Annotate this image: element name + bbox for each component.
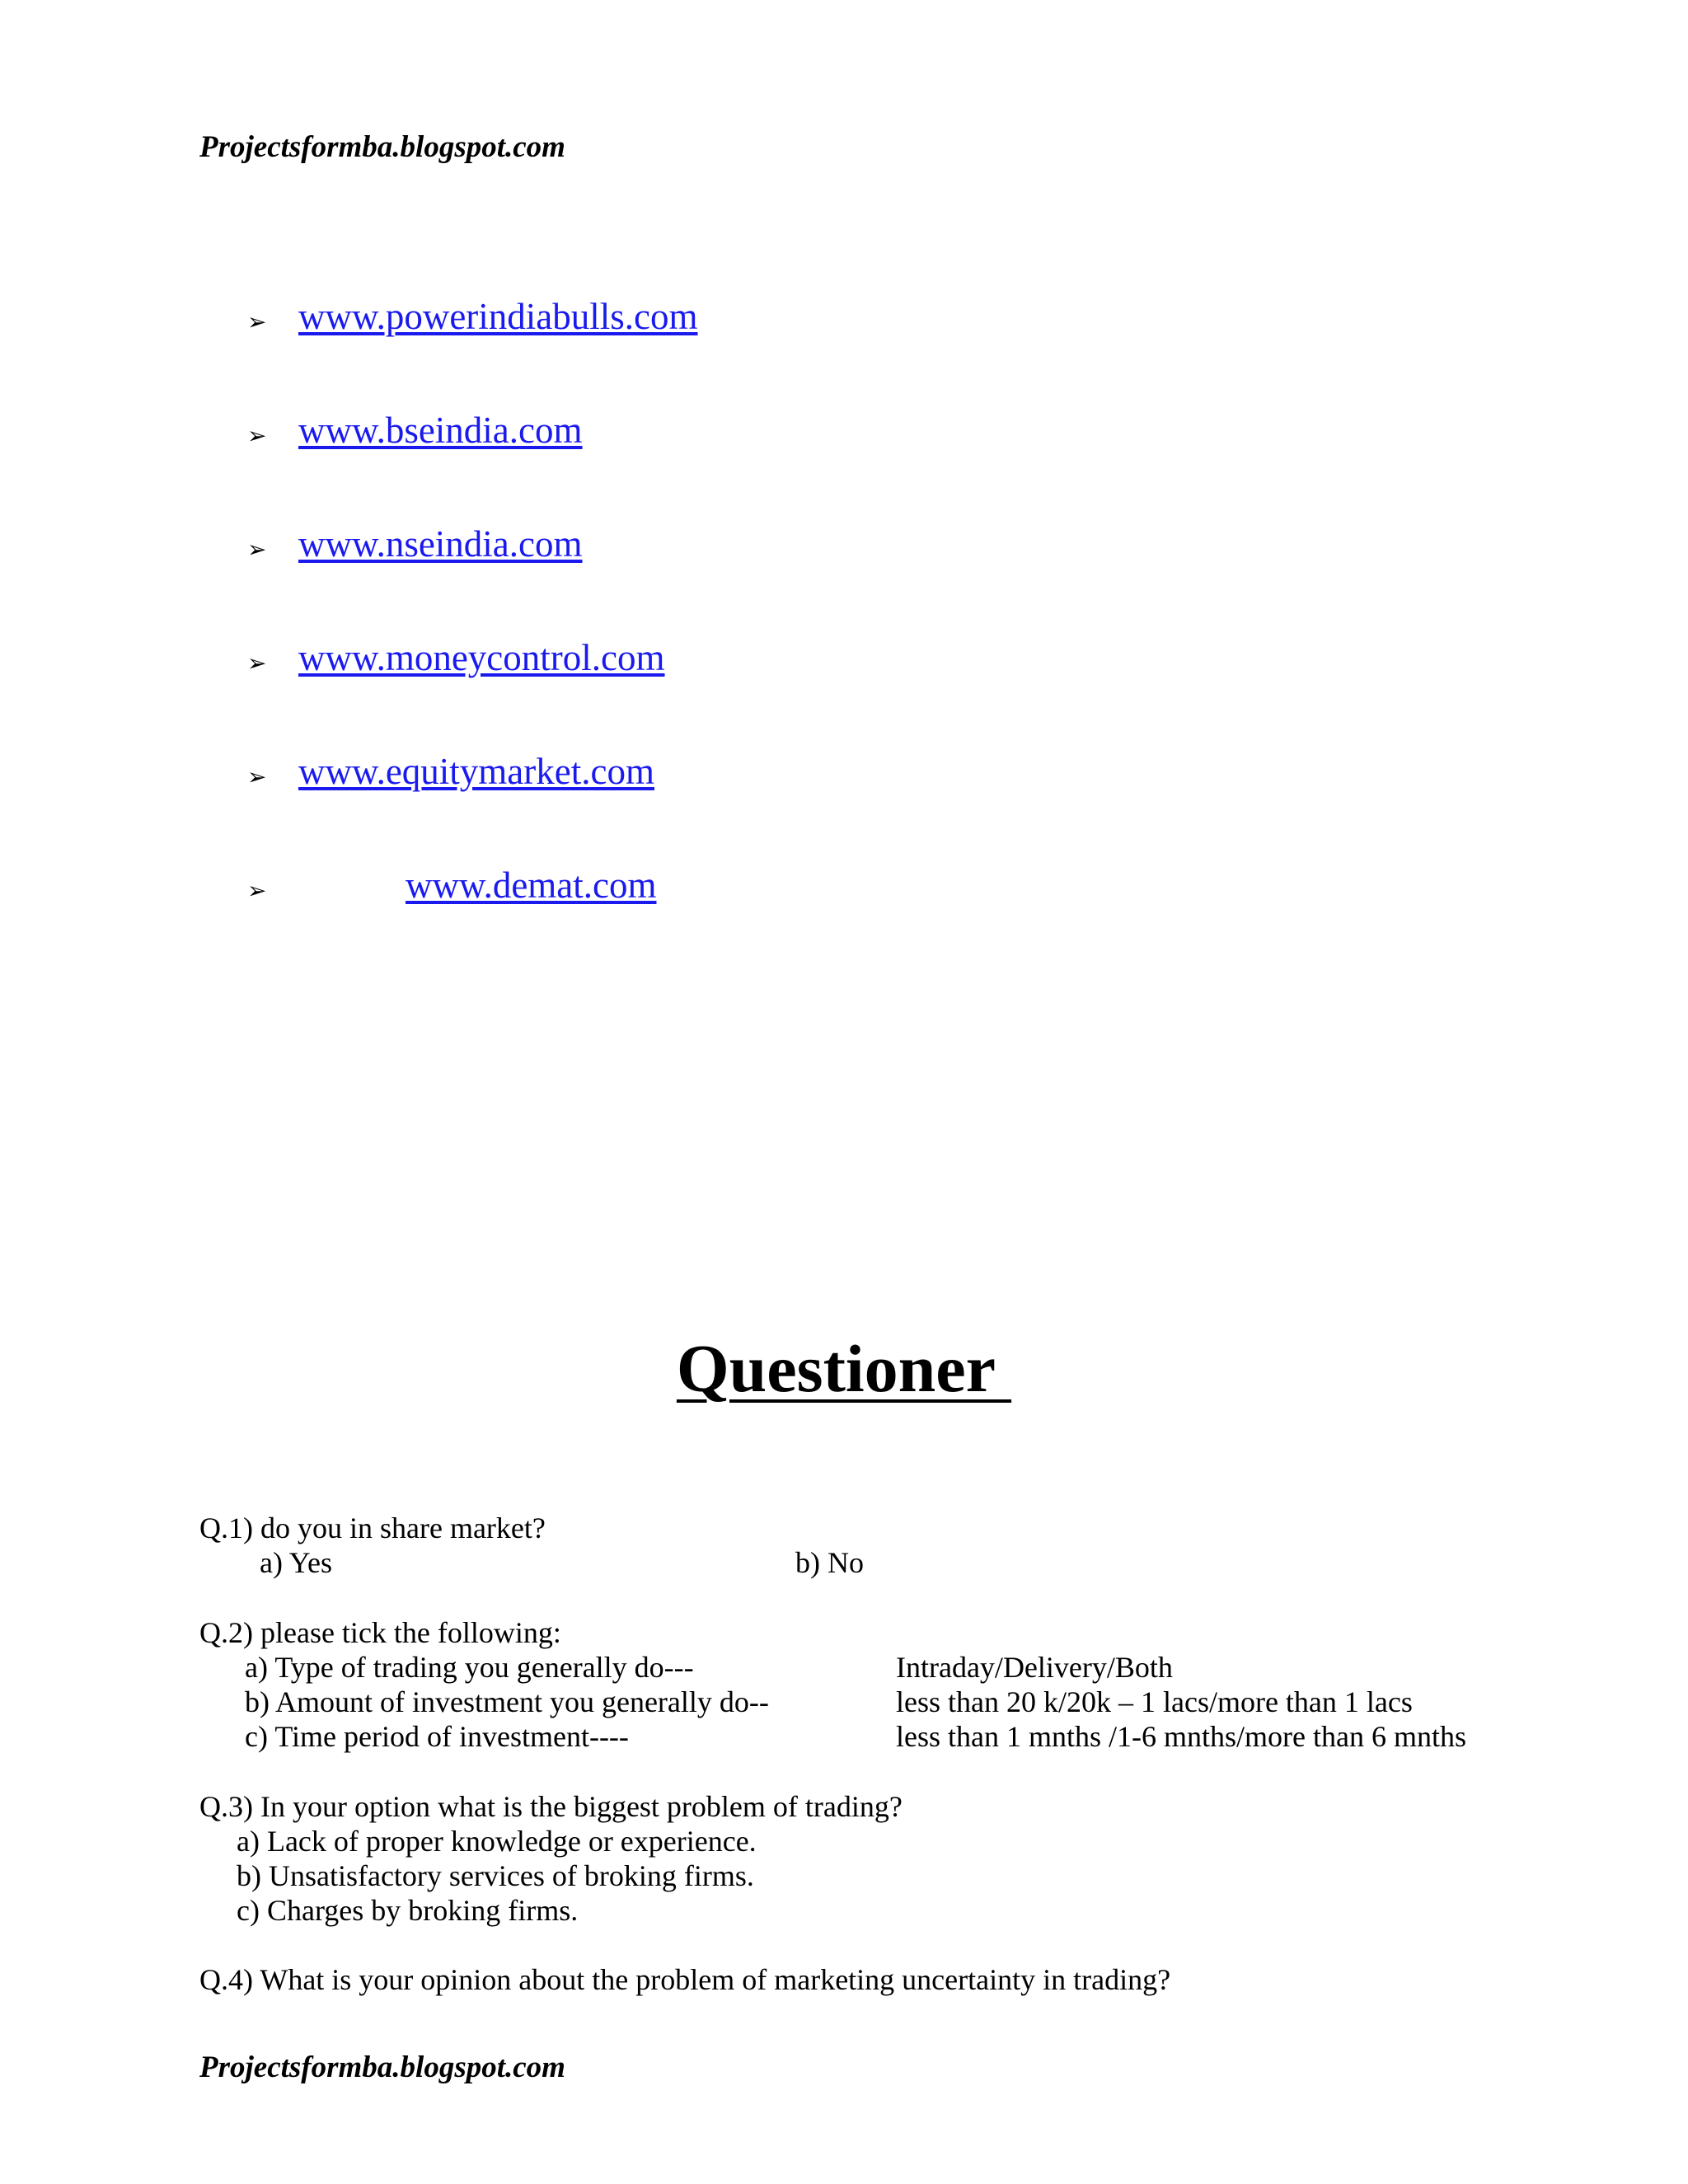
arrowhead-bullet-icon: ➢ <box>247 765 267 790</box>
arrowhead-bullet-icon: ➢ <box>247 879 267 904</box>
list-item <box>247 410 698 524</box>
answer-option: a) Lack of proper knowledge or experience. <box>237 1825 757 1858</box>
list-item <box>247 752 698 865</box>
link-demat[interactable]: www.demat.com <box>406 865 657 906</box>
question-text: Q.3) In your option what is the biggest problem of trading? <box>199 1790 903 1823</box>
question-text: Q.1) do you in share market? <box>199 1511 546 1544</box>
arrowhead-bullet-icon: ➢ <box>247 651 267 677</box>
link-nseindia[interactable]: www.nseindia.com <box>298 523 583 565</box>
item-label: b) Amount of investment you generally do-- <box>245 1685 769 1718</box>
option-no: b) No <box>795 1546 864 1579</box>
section-title: Questioner <box>676 1331 1012 1406</box>
link-powerindiabulls[interactable]: www.powerindiabulls.com <box>298 296 698 337</box>
list-item <box>247 297 698 410</box>
item-label: c) Time period of investment---- <box>245 1720 629 1753</box>
arrowhead-bullet-icon: ➢ <box>247 310 267 335</box>
question-2 <box>199 1615 1551 1754</box>
answer-options <box>199 1545 1551 1580</box>
question-text: Q.4) What is your opinion about the problem of marketing uncertainty in trading? <box>199 1963 1171 1996</box>
arrowhead-bullet-icon: ➢ <box>247 537 267 563</box>
arrowhead-bullet-icon: ➢ <box>247 424 267 449</box>
link-bseindia[interactable]: www.bseindia.com <box>298 410 583 451</box>
answer-option: c) Charges by broking firms. <box>237 1894 579 1927</box>
link-equitymarket[interactable]: www.equitymarket.com <box>298 751 654 792</box>
question-text: Q.2) please tick the following: <box>199 1616 561 1649</box>
footer-watermark: Projectsformba.blogspot.com <box>199 2050 565 2084</box>
list-item <box>247 524 698 638</box>
question-4 <box>199 1962 1551 1997</box>
question-item <box>199 1650 1551 1685</box>
link-moneycontrol[interactable]: www.moneycontrol.com <box>298 637 665 678</box>
option-yes: a) Yes <box>260 1546 333 1579</box>
question-item <box>199 1719 1551 1754</box>
header-watermark: Projectsformba.blogspot.com <box>199 130 565 164</box>
item-choices: Intraday/Delivery/Both <box>896 1651 1173 1684</box>
answer-option: b) Unsatisfactory services of broking firms. <box>237 1859 754 1892</box>
list-item <box>247 865 698 979</box>
item-choices: less than 1 mnths /1-6 mnths/more than 6 mnths <box>896 1720 1466 1753</box>
reference-links-list <box>247 297 698 979</box>
question-item <box>199 1685 1551 1719</box>
list-item <box>247 638 698 752</box>
question-1 <box>199 1511 1551 1580</box>
item-label: a) Type of trading you generally do--- <box>245 1651 694 1684</box>
question-3 <box>199 1789 1551 1928</box>
item-choices: less than 20 k/20k – 1 lacs/more than 1 lacs <box>896 1685 1413 1718</box>
